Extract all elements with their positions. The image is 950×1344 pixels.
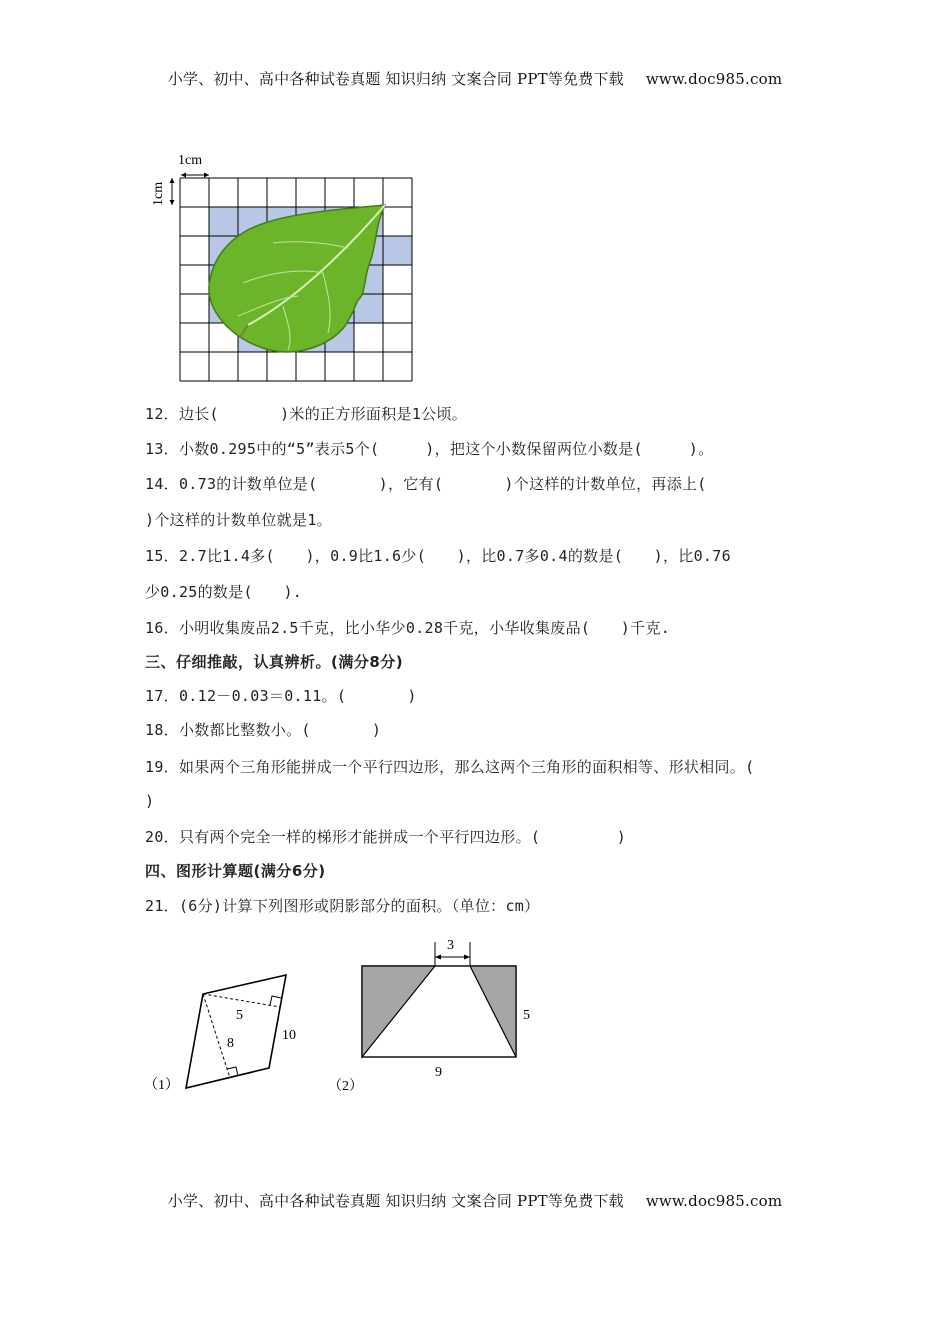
question-13: 13．小数0.295中的“5”表示5个( )，把这个小数保留两位小数是( )。 — [145, 440, 714, 458]
question-15-line2: 少0.25的数是( ). — [145, 583, 303, 601]
question-15-line1: 15．2.7比1.4多( )，0.9比1.6少( )，比0.7多0.4的数是( )，比0.76 — [145, 547, 731, 565]
footer-site: www.doc985.com — [645, 1192, 783, 1210]
question-14-line2: )个这样的计数单位就是1。 — [145, 511, 332, 529]
footer-text: 小学、初中、高中各种试卷真题 知识归纳 文案合同 PPT等免费下载 — [167, 1192, 624, 1210]
figure-2-label: （2） — [328, 1079, 363, 1094]
question-21: 21．(6分)计算下列图形或阴影部分的面积。（单位：cm） — [145, 897, 540, 915]
figure-1-dim-b: 10 — [282, 1028, 296, 1043]
question-12: 12．边长( )米的正方形面积是1公顷。 — [145, 405, 468, 423]
question-16: 16．小明收集废品2.5千克，比小华少0.28千克，小华收集废品( )千克. — [145, 619, 671, 637]
figure-1-label: （1） — [144, 1078, 179, 1093]
question-20: 20．只有两个完全一样的梯形才能拼成一个平行四边形。( ) — [145, 828, 627, 846]
figure-2-dim-bottom: 9 — [435, 1065, 442, 1080]
section-4-title: 四、图形计算题(满分6分) — [145, 862, 326, 880]
question-18: 18．小数都比整数小。( ) — [145, 721, 382, 739]
page-footer — [0, 1190, 950, 1211]
question-19-line2: ) — [145, 792, 155, 810]
figure-1-dim-c: 8 — [227, 1036, 234, 1051]
section-3-title: 三、仔细推敲，认真辨析。(满分8分) — [145, 653, 404, 671]
figure-2-rectangle — [325, 930, 545, 1095]
grid-unit-y-label: 1cm — [151, 181, 166, 206]
figure-1-parallelogram — [140, 965, 320, 1095]
header-text: 小学、初中、高中各种试卷真题 知识归纳 文案合同 PPT等免费下载 — [167, 70, 624, 88]
figure-2-dim-side: 5 — [523, 1008, 530, 1023]
question-19-line1: 19．如果两个三角形能拼成一个平行四边形，那么这两个三角形的面积相等、形状相同。( — [145, 758, 755, 776]
figure-1-dim-a: 5 — [236, 1008, 243, 1023]
grid-unit-x-label: 1cm — [178, 153, 203, 168]
figure-2-dim-top: 3 — [447, 938, 454, 953]
leaf-grid-figure — [148, 148, 418, 384]
question-14-line1: 14．0.73的计数单位是( )，它有( )个这样的计数单位，再添上( — [145, 475, 707, 493]
header-site: www.doc985.com — [645, 70, 783, 88]
page-header — [0, 68, 950, 89]
question-17: 17．0.12－0.03＝0.11。( ) — [145, 687, 417, 705]
